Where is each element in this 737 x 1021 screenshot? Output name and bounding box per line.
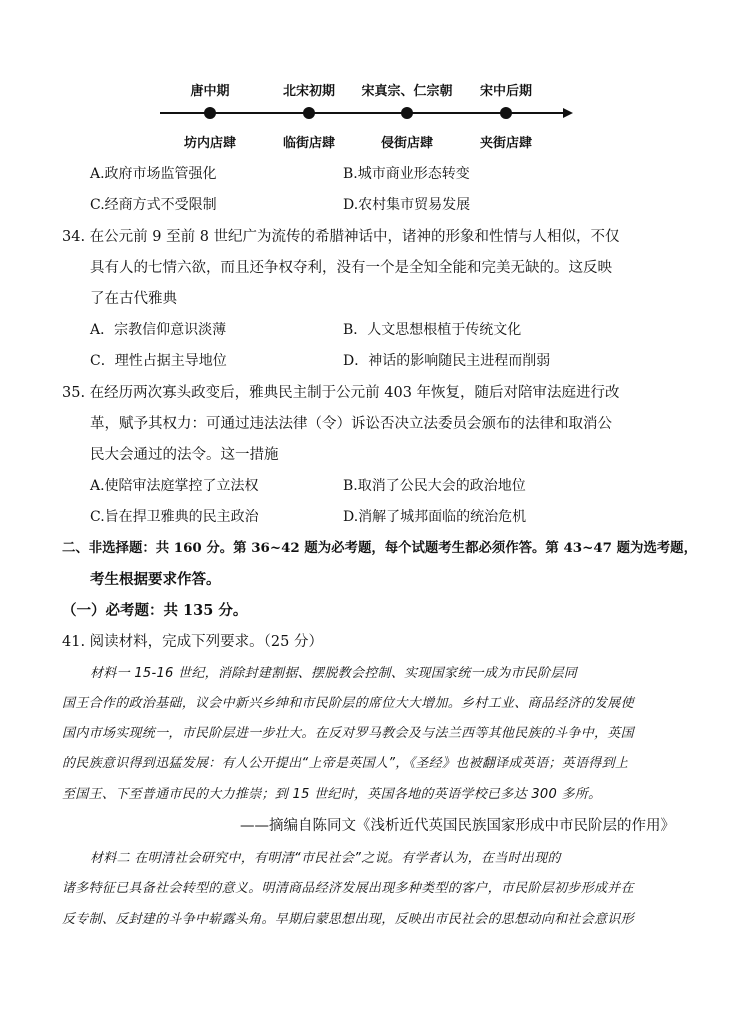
timeline-arrow-icon <box>563 108 573 118</box>
material-1-line: 国王合作的政治基础，议会中新兴乡绅和市民阶层的席位大大增加。乡村工业、商品经济的发展使 <box>62 696 634 711</box>
timeline-dot <box>401 107 413 119</box>
subsection-heading: （一）必考题：共 135 分。 <box>62 602 248 619</box>
q35-stem-line: 革，赋予其权力：可通过违法法律（令）诉讼否决立法委员会颁布的法律和取消公 <box>90 416 612 432</box>
section-heading-cont: 考生根据要求作答。 <box>90 571 221 588</box>
material-2-line: 诸多特征已具备社会转型的意义。明清商品经济发展出现多种类型的客户，市民阶层初步形成并在 <box>62 881 634 896</box>
timeline-top-label: 宋真宗、仁宗朝 <box>361 84 453 99</box>
timeline-bottom-label: 侵街店肆 <box>380 136 434 151</box>
timeline-top-label: 北宋初期 <box>282 84 336 99</box>
material-1-source: ——摘编自陈同文《浅析近代英国民族国家形成中市民阶层的作用》 <box>240 818 675 834</box>
material-1-line: 的民族意识得到迅猛发展：有人公开提出“上帝是英国人”，《圣经》也被翻译成英语；英语得到上 <box>62 756 629 771</box>
timeline-bottom-label: 坊内店肆 <box>183 136 237 151</box>
timeline-top-label: 唐中期 <box>190 84 230 99</box>
q34-option-c: C．理性占据主导地位 <box>90 353 227 369</box>
material-1-line: 国内市场实现统一，市民阶层进一步壮大。在反对罗马教会及与法兰西等其他民族的斗争中，英国 <box>62 726 634 741</box>
q34-stem-line: 34. 在公元前 9 至前 8 世纪广为流传的希腊神话中，诸神的形象和性情与人相似，不仅 <box>62 229 620 245</box>
q35-option-d: D.消解了城邦面临的统治危机 <box>343 509 527 525</box>
material-1-line: 材料一 15-16 世纪，消除封建割据、摆脱教会控制、实现国家统一成为市民阶层同 <box>90 666 578 681</box>
material-2-line: 材料二 在明清社会研究中，有明清“市民社会”之说。有学者认为，在当时出现的 <box>90 851 561 866</box>
q33-option-a: A.政府市场监管强化 <box>90 166 217 182</box>
section-heading: 二、非选择题：共 160 分。第 36~42 题为必考题，每个试题考生都必须作答。第 43~47 题为选考题， <box>62 540 697 556</box>
timeline-bottom-label: 临街店肆 <box>282 136 336 151</box>
timeline-bottom-label: 夹街店肆 <box>479 136 533 151</box>
q35-option-b: B.取消了公民大会的政治地位 <box>343 478 526 494</box>
material-2-line: 反专制、反封建的斗争中崭露头角。早期启蒙思想出现，反映出市民社会的思想动向和社会意识形 <box>62 912 634 927</box>
q33-option-c: C.经商方式不受限制 <box>90 197 217 213</box>
timeline-dot <box>500 107 512 119</box>
q34-stem-line: 具有人的七情六欲，而且还争权夺利，没有一个是全知全能和完美无缺的。这反映 <box>90 260 612 276</box>
q35-stem-line: 35. 在经历两次寡头政变后，雅典民主制于公元前 403 年恢复，随后对陪审法庭进行改 <box>62 385 620 401</box>
timeline-dot <box>204 107 216 119</box>
q35-option-c: C.旨在捍卫雅典的民主政治 <box>90 509 259 525</box>
timeline-top-label: 宋中后期 <box>479 84 533 99</box>
material-1-line: 至国王、下至普通市民的大力推崇；到 15 世纪时，英国各地的英语学校已多达 300 多所。 <box>62 787 602 802</box>
timeline-dot <box>303 107 315 119</box>
q41-title: 41. 阅读材料，完成下列要求。（25 分） <box>62 634 323 650</box>
q33-option-b: B.城市商业形态转变 <box>343 166 470 182</box>
q34-option-b: B．人文思想根植于传统文化 <box>343 322 522 338</box>
q35-option-a: A.使陪审法庭掌控了立法权 <box>90 478 259 494</box>
q35-stem-line: 民大会通过的法令。这一措施 <box>90 447 279 463</box>
q34-stem-line: 了在古代雅典 <box>90 291 177 307</box>
q34-option-a: A．宗教信仰意识淡薄 <box>90 322 227 338</box>
q34-option-d: D．神话的影响随民主进程而削弱 <box>343 353 551 369</box>
q33-option-d: D.农村集市贸易发展 <box>343 197 471 213</box>
